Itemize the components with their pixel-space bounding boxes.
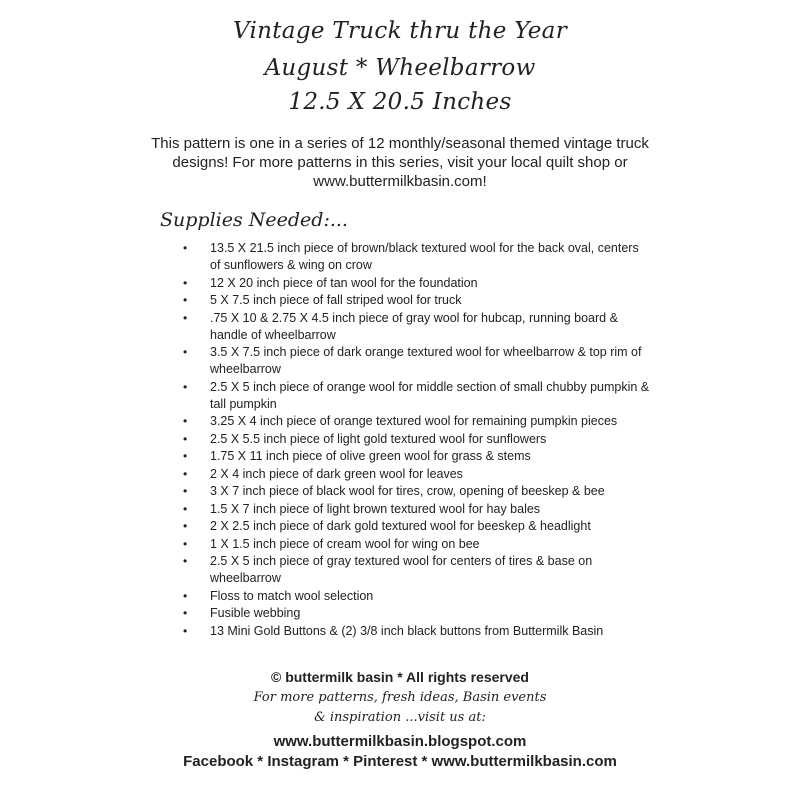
- supply-item: • 1 X 1.5 inch piece of cream wool for wing on bee: [210, 536, 650, 553]
- pattern-size: 12.5 X 20.5 Inches: [288, 89, 512, 115]
- intro-paragraph: This pattern is one in a series of 12 monthly/seasonal themed vintage truck designs! For more patterns in this series, visit your local quilt shop or www.buttermilkbasin.com!: [151, 135, 649, 190]
- supply-item: • 3 X 7 inch piece of black wool for tires, crow, opening of beeskep & bee: [210, 483, 650, 500]
- supply-item: • 13 Mini Gold Buttons & (2) 3/8 inch black buttons from Buttermilk Basin: [210, 623, 650, 640]
- supply-item: • 2.5 X 5 inch piece of gray textured wool for centers of tires & base on wheelbarrow: [210, 553, 650, 587]
- pattern-subtitle: August * Wheelbarrow: [264, 55, 536, 81]
- social-links[interactable]: Facebook * Instagram * Pinterest * www.buttermilkbasin.com: [183, 753, 617, 770]
- supply-item: • 1.5 X 7 inch piece of light brown textured wool for hay bales: [210, 501, 650, 518]
- supply-item: • 2.5 X 5 inch piece of orange wool for middle section of small chubby pumpkin & tall pumpkin: [210, 379, 650, 413]
- supply-item: • 2 X 2.5 inch piece of dark gold textured wool for beeskep & headlight: [210, 518, 650, 535]
- blog-link[interactable]: www.buttermilkbasin.blogspot.com: [273, 733, 527, 750]
- supplies-heading: Supplies Needed:...: [160, 209, 348, 231]
- supply-item: • 13.5 X 21.5 inch piece of brown/black textured wool for the back oval, centers of sunflowers & wing on crow: [210, 240, 650, 274]
- supply-item: • 3.5 X 7.5 inch piece of dark orange textured wool for wheelbarrow & top rim of wheelbarrow: [210, 344, 650, 378]
- supply-item: • 2.5 X 5.5 inch piece of light gold textured wool for sunflowers: [210, 431, 650, 448]
- supply-item: • 2 X 4 inch piece of dark green wool for leaves: [210, 466, 650, 483]
- supply-item: • 12 X 20 inch piece of tan wool for the foundation: [210, 275, 650, 292]
- supply-item: • 5 X 7.5 inch piece of fall striped wool for truck: [210, 292, 650, 309]
- footer-tagline: For more patterns, fresh ideas, Basin events: [253, 690, 547, 705]
- supply-item: • Floss to match wool selection: [210, 588, 650, 605]
- supply-item: • Fusible webbing: [210, 605, 650, 622]
- pattern-title: Vintage Truck thru the Year: [232, 18, 567, 44]
- supply-item: • 1.75 X 11 inch piece of olive green wool for grass & stems: [210, 448, 650, 465]
- supplies-list: [210, 240, 650, 640]
- supply-item: • 3.25 X 4 inch piece of orange textured wool for remaining pumpkin pieces: [210, 413, 650, 430]
- supply-item: • .75 X 10 & 2.75 X 4.5 inch piece of gray wool for hubcap, running board & handle of wheelbarrow: [210, 310, 650, 344]
- footer-tagline-cont: & inspiration ...visit us at:: [314, 710, 486, 725]
- copyright-notice: © buttermilk basin * All rights reserved: [271, 669, 529, 685]
